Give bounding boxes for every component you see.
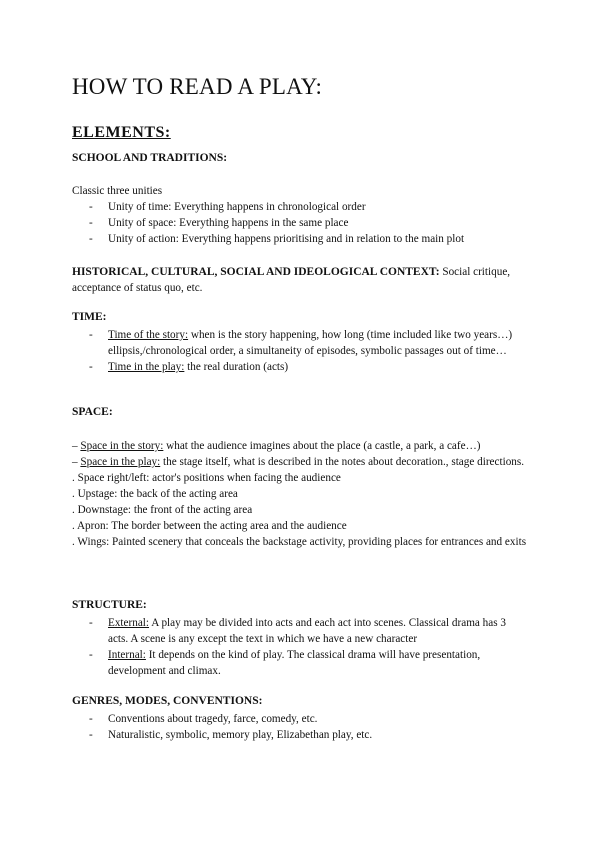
space-play-text: the stage itself, what is described in the notes about decoration., stage directions. xyxy=(160,456,525,468)
list-item: - Unity of time: Everything happens in chronological order xyxy=(108,199,528,215)
space-story-line: – Space in the story: what the audience imagines about the place (a castle, a park, a cafe…) xyxy=(72,440,481,452)
space-story-text: what the audience imagines about the place (a castle, a park, a cafe…) xyxy=(163,440,481,452)
genres-section xyxy=(72,695,528,707)
time-body xyxy=(72,327,528,375)
list-item: . Upstage: the back of the acting area xyxy=(72,488,238,500)
space-body xyxy=(72,438,528,550)
space-play-label: Space in the play: xyxy=(80,456,161,468)
list-item xyxy=(108,327,528,359)
school-heading: SCHOOL AND TRADITIONS: xyxy=(72,152,228,164)
structure-list xyxy=(72,615,528,679)
list-item: - Conventions about tragedy, farce, comedy, etc. xyxy=(108,711,528,727)
time-play-text: the real duration (acts) xyxy=(184,361,289,373)
genres-list xyxy=(72,711,528,743)
structure-section xyxy=(72,599,528,611)
structure-internal-label: Internal: xyxy=(108,649,146,661)
time-play-label: Time in the play: xyxy=(108,361,185,373)
space-story-label: Space in the story: xyxy=(80,440,164,452)
structure-internal-text: It depends on the kind of play. The classical drama will have presentation, development and climax. xyxy=(108,649,481,677)
list-item xyxy=(108,359,528,375)
list-item: - Naturalistic, symbolic, memory play, Elizabethan play, etc. xyxy=(108,727,528,743)
page-title: HOW TO READ A PLAY: xyxy=(72,74,323,99)
list-item: . Downstage: the front of the acting area xyxy=(72,504,253,516)
structure-external-text: A play may be divided into acts and each act into scenes. Classical drama has 3 acts. A scene is any except the text in which we have a new character xyxy=(108,617,506,645)
genres-body xyxy=(72,711,528,743)
list-item: . Apron: The border between the acting area and the audience xyxy=(72,520,347,532)
time-list xyxy=(72,327,528,375)
school-intro: Classic three unities xyxy=(72,185,163,197)
space-heading: SPACE: xyxy=(72,406,113,418)
genres-heading: GENRES, MODES, CONVENTIONS: xyxy=(72,695,263,707)
list-item xyxy=(108,615,528,647)
context-text: Social critique, acceptance of status quo, etc. xyxy=(72,266,511,294)
time-story-label: Time of the story: xyxy=(108,329,189,341)
time-story-text: when is the story happening, how long (time included like two years…) ellipsis,/chronological order, a simultaneity of episodes, symbolic passages out of time… xyxy=(108,329,513,357)
list-item: - Unity of action: Everything happens prioritising and in relation to the main plot xyxy=(108,231,528,247)
list-item: - Unity of space: Everything happens in the same place xyxy=(108,215,528,231)
context-heading: HISTORICAL, CULTURAL, SOCIAL AND IDEOLOGICAL CONTEXT: xyxy=(72,266,440,278)
space-play-line: – Space in the play: the stage itself, what is described in the notes about decoration., stage directions. xyxy=(72,456,525,468)
list-item: . Space right/left: actor's positions when facing the audience xyxy=(72,472,341,484)
list-item: . Wings: Painted scenery that conceals the backstage activity, providing places for entrances and exits xyxy=(72,536,527,548)
structure-body xyxy=(72,615,528,679)
structure-external-label: External: xyxy=(108,617,150,629)
school-section xyxy=(72,152,528,164)
elements-heading: ELEMENTS: xyxy=(72,124,171,141)
unities-list xyxy=(72,199,528,247)
context-section xyxy=(72,264,528,296)
list-item xyxy=(108,647,528,679)
time-heading: TIME: xyxy=(72,311,107,323)
time-section xyxy=(72,311,528,323)
school-body xyxy=(72,183,528,247)
space-section xyxy=(72,406,528,418)
structure-heading: STRUCTURE: xyxy=(72,599,147,611)
